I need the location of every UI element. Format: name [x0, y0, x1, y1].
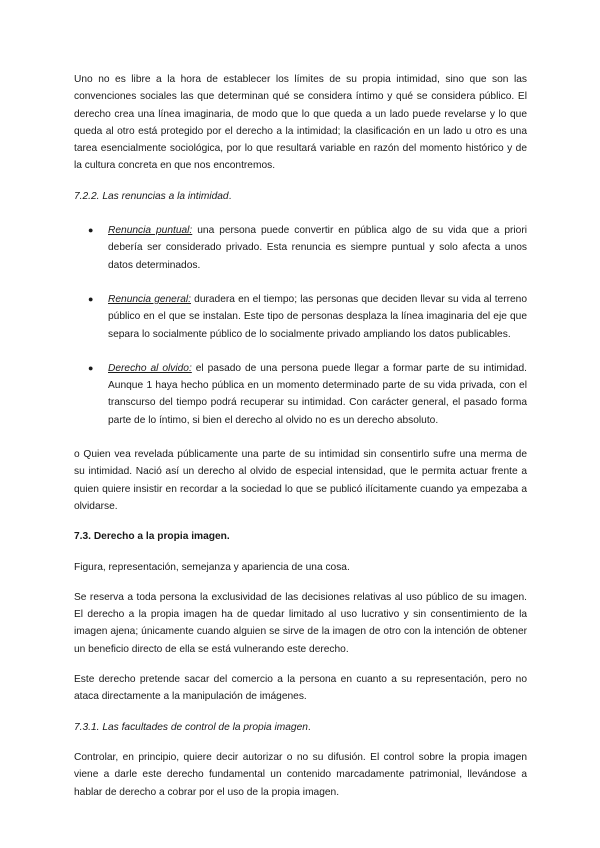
- bullet-icon: ●: [88, 293, 94, 304]
- section-heading-7-3: 7.3. Derecho a la propia imagen.: [74, 531, 230, 543]
- section-heading-7-3-1-text: 7.3.1. Las facultades de control de la propia imagen: [74, 721, 308, 733]
- section-heading-7-2-2: [74, 188, 527, 205]
- paragraph-control-imagen: Controlar, en principio, quiere decir autorizar o no su difusión. El control sobre la propia imagen viene a darle este derecho fundamental un contenido marcadamente patrimonial, llevándose a hablar de derecho a cobrar por el uso de la propia imagen.: [74, 751, 527, 798]
- list-item-renuncia-puntual: [74, 222, 527, 274]
- section-heading-7-2-2-text: 7.2.2. Las renuncias a la intimidad: [74, 190, 229, 202]
- paragraph-exclusividad-imagen: Se reserva a toda persona la exclusividad de las decisiones relativas al uso público de su imagen. El derecho a la propia imagen ha de quedar limitado al uso lucrativo y sin consentimiento de la imagen ajena; únicamente cuando alguien se sirve de la imagen de otro con la intención de obtener un beneficio directo de ella se está vulnerando este derecho.: [74, 591, 527, 655]
- bullet-text: duradera en el tiempo; las personas que deciden llevar su vida al terreno público en el que se instalan. Este tipo de personas desplaza la línea imaginaria del eje que separa lo socialmente público de lo socialmente privado ampliando los datos publicables.: [108, 293, 527, 340]
- paragraph-intimidad-limites: Uno no es libre a la hora de establecer los límites de su propia intimidad, sino que son las convenciones sociales las que determinan qué se considera íntimo y qué se considera público. El derecho crea una línea imaginaria, de modo que lo que queda a un lado puede revelarse y lo que queda al otro está protegido por el derecho a la intimidad; la clasificación en un lado u otro es una tarea esencialmente sociológica, por lo que resultará variable en razón del momento histórico y de la cultura concreta en que nos encontremos.: [74, 74, 527, 172]
- list-item-renuncia-general: [74, 291, 527, 343]
- list-item-derecho-olvido: [74, 360, 527, 429]
- bullet-icon: ●: [88, 362, 94, 373]
- paragraph-definicion-imagen: Figura, representación, semejanza y apariencia de una cosa.: [74, 561, 350, 573]
- bullet-text: el pasado de una persona puede llegar a formar parte de su intimidad. Aunque 1 haya hecho pública en un momento determinado parte de su vida privada, con el transcurso del tiempo podrá recuperar su intimidad. Con carácter general, el pasado forma parte de lo íntimo, si bien el derecho al olvido no es un derecho absoluto.: [108, 362, 527, 426]
- bullet-text: una persona puede convertir en pública algo de su vida que a priori debería ser considerado privado. Esta renuncia es siempre puntual y solo afecta a unos datos determinados.: [108, 225, 527, 271]
- bullet-term: Renuncia puntual:: [108, 225, 193, 237]
- renuncias-list: [74, 222, 527, 429]
- section-heading-7-2-2-dot: .: [228, 190, 232, 202]
- paragraph-derecho-olvido: o Quien vea revelada públicamente una parte de su intimidad sin consentirlo sufre una merma de su intimidad. Nació así un derecho al olvido de especial intensidad, que le permita actuar frente a quien quiere insistir en recordar a la sociedad lo que se publicó ilícitamente cuando ya empezaba a olvidarse.: [74, 449, 527, 512]
- bullet-term: Derecho al olvido:: [108, 362, 192, 374]
- bullet-term: Renuncia general:: [108, 293, 192, 305]
- paragraph-comercio-persona: Este derecho pretende sacar del comercio a la persona en cuanto a su representación, pero no ataca directamente a la manipulación de imágenes.: [74, 674, 527, 703]
- bullet-icon: ●: [88, 225, 94, 236]
- section-heading-7-3-1: [74, 719, 527, 736]
- section-heading-7-3-1-dot: .: [307, 721, 311, 733]
